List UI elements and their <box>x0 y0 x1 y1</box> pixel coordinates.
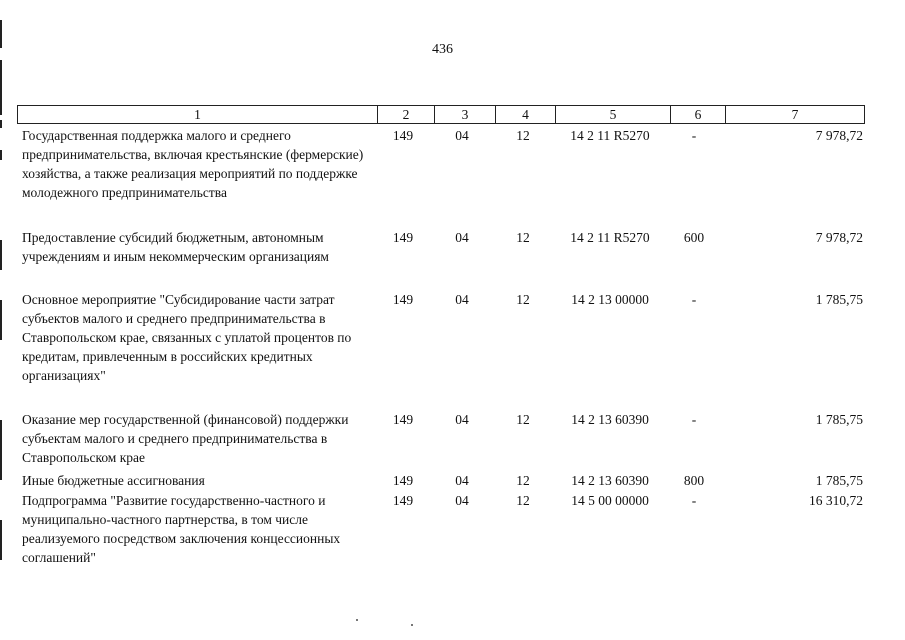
row-col-6: - <box>691 128 697 143</box>
row-col-2: 149 <box>392 473 414 488</box>
row-col-3: 04 <box>455 230 469 245</box>
row-col-4: 12 <box>516 230 530 245</box>
row-col-5: 14 2 11 R5270 <box>570 128 650 143</box>
left-margin-mark <box>0 240 2 270</box>
row-col-7: 7 978,72 <box>815 230 863 245</box>
header-cell-3: 3 <box>434 106 495 123</box>
row-col-4: 12 <box>516 292 530 307</box>
row-col-5: 14 2 13 60390 <box>571 412 649 427</box>
header-cell-1: 1 <box>194 107 201 122</box>
row-col-2: 149 <box>392 128 414 143</box>
row-col-3: 04 <box>455 128 469 143</box>
row-name: Оказание мер государственной (финансовой) поддержки субъектам малого и среднего предпринимательства в Ставропольском крае <box>22 412 349 465</box>
row-col-3: 04 <box>455 473 469 488</box>
row-col-5: 14 2 13 00000 <box>571 292 649 307</box>
row-col-3: 04 <box>455 493 469 508</box>
row-name: Иные бюджетные ассигнования <box>22 473 205 488</box>
row-col-5: 14 2 11 R5270 <box>570 230 650 245</box>
row-col-6: - <box>691 412 697 427</box>
left-margin-mark <box>0 120 2 128</box>
row-name: Основное мероприятие "Субсидирование части затрат субъектов малого и среднего предпринимательства в Ставропольском крае, связанных с уплатой процентов по кредитам, привлеченным в российских кредитных организациях" <box>22 292 352 383</box>
header-cell-7: 7 <box>725 106 864 123</box>
row-col-3: 04 <box>455 412 469 427</box>
row-name: Государственная поддержка малого и среднего предпринимательства, включая крестьянские (фермерские) хозяйства, а также реализация мероприятий по поддержке молодежного предпринимательства <box>22 128 364 200</box>
row-col-5: 14 5 00 00000 <box>571 493 649 508</box>
row-col-4: 12 <box>516 493 530 508</box>
row-col-4: 12 <box>516 412 530 427</box>
row-col-6: - <box>691 493 697 508</box>
row-col-6: 600 <box>683 230 705 245</box>
scan-speck <box>356 619 358 621</box>
row-col-7: 16 310,72 <box>809 493 863 508</box>
table-header <box>17 105 865 124</box>
left-margin-mark <box>0 520 2 560</box>
row-name: Подпрограмма "Развитие государственно-частного и муниципально-частного партнерства, в том числе реализуемого посредством заключения концессионных соглашений" <box>22 493 341 565</box>
row-col-2: 149 <box>392 292 414 307</box>
row-col-4: 12 <box>516 128 530 143</box>
row-col-2: 149 <box>392 230 414 245</box>
row-col-7: 1 785,75 <box>815 412 863 427</box>
row-col-7: 1 785,75 <box>815 473 863 488</box>
row-col-3: 04 <box>455 292 469 307</box>
row-col-7: 1 785,75 <box>815 292 863 307</box>
row-col-2: 149 <box>392 412 414 427</box>
header-cell-4: 4 <box>495 106 555 123</box>
header-cell-2: 2 <box>377 106 434 123</box>
row-col-6: - <box>691 292 697 307</box>
row-name: Предоставление субсидий бюджетным, автономным учреждениям и иным некоммерческим организациям <box>22 230 329 264</box>
row-col-7: 7 978,72 <box>815 128 863 143</box>
left-margin-mark <box>0 300 2 340</box>
page-number: 436 <box>432 42 453 57</box>
row-col-4: 12 <box>516 473 530 488</box>
left-margin-mark <box>0 60 2 115</box>
header-cell-5: 5 <box>555 106 670 123</box>
row-col-5: 14 2 13 60390 <box>571 473 649 488</box>
left-margin-mark <box>0 420 2 480</box>
header-cell-6: 6 <box>670 106 725 123</box>
row-col-2: 149 <box>392 493 414 508</box>
row-col-6: 800 <box>683 473 705 488</box>
left-margin-mark <box>0 150 2 160</box>
scan-speck <box>411 624 413 626</box>
